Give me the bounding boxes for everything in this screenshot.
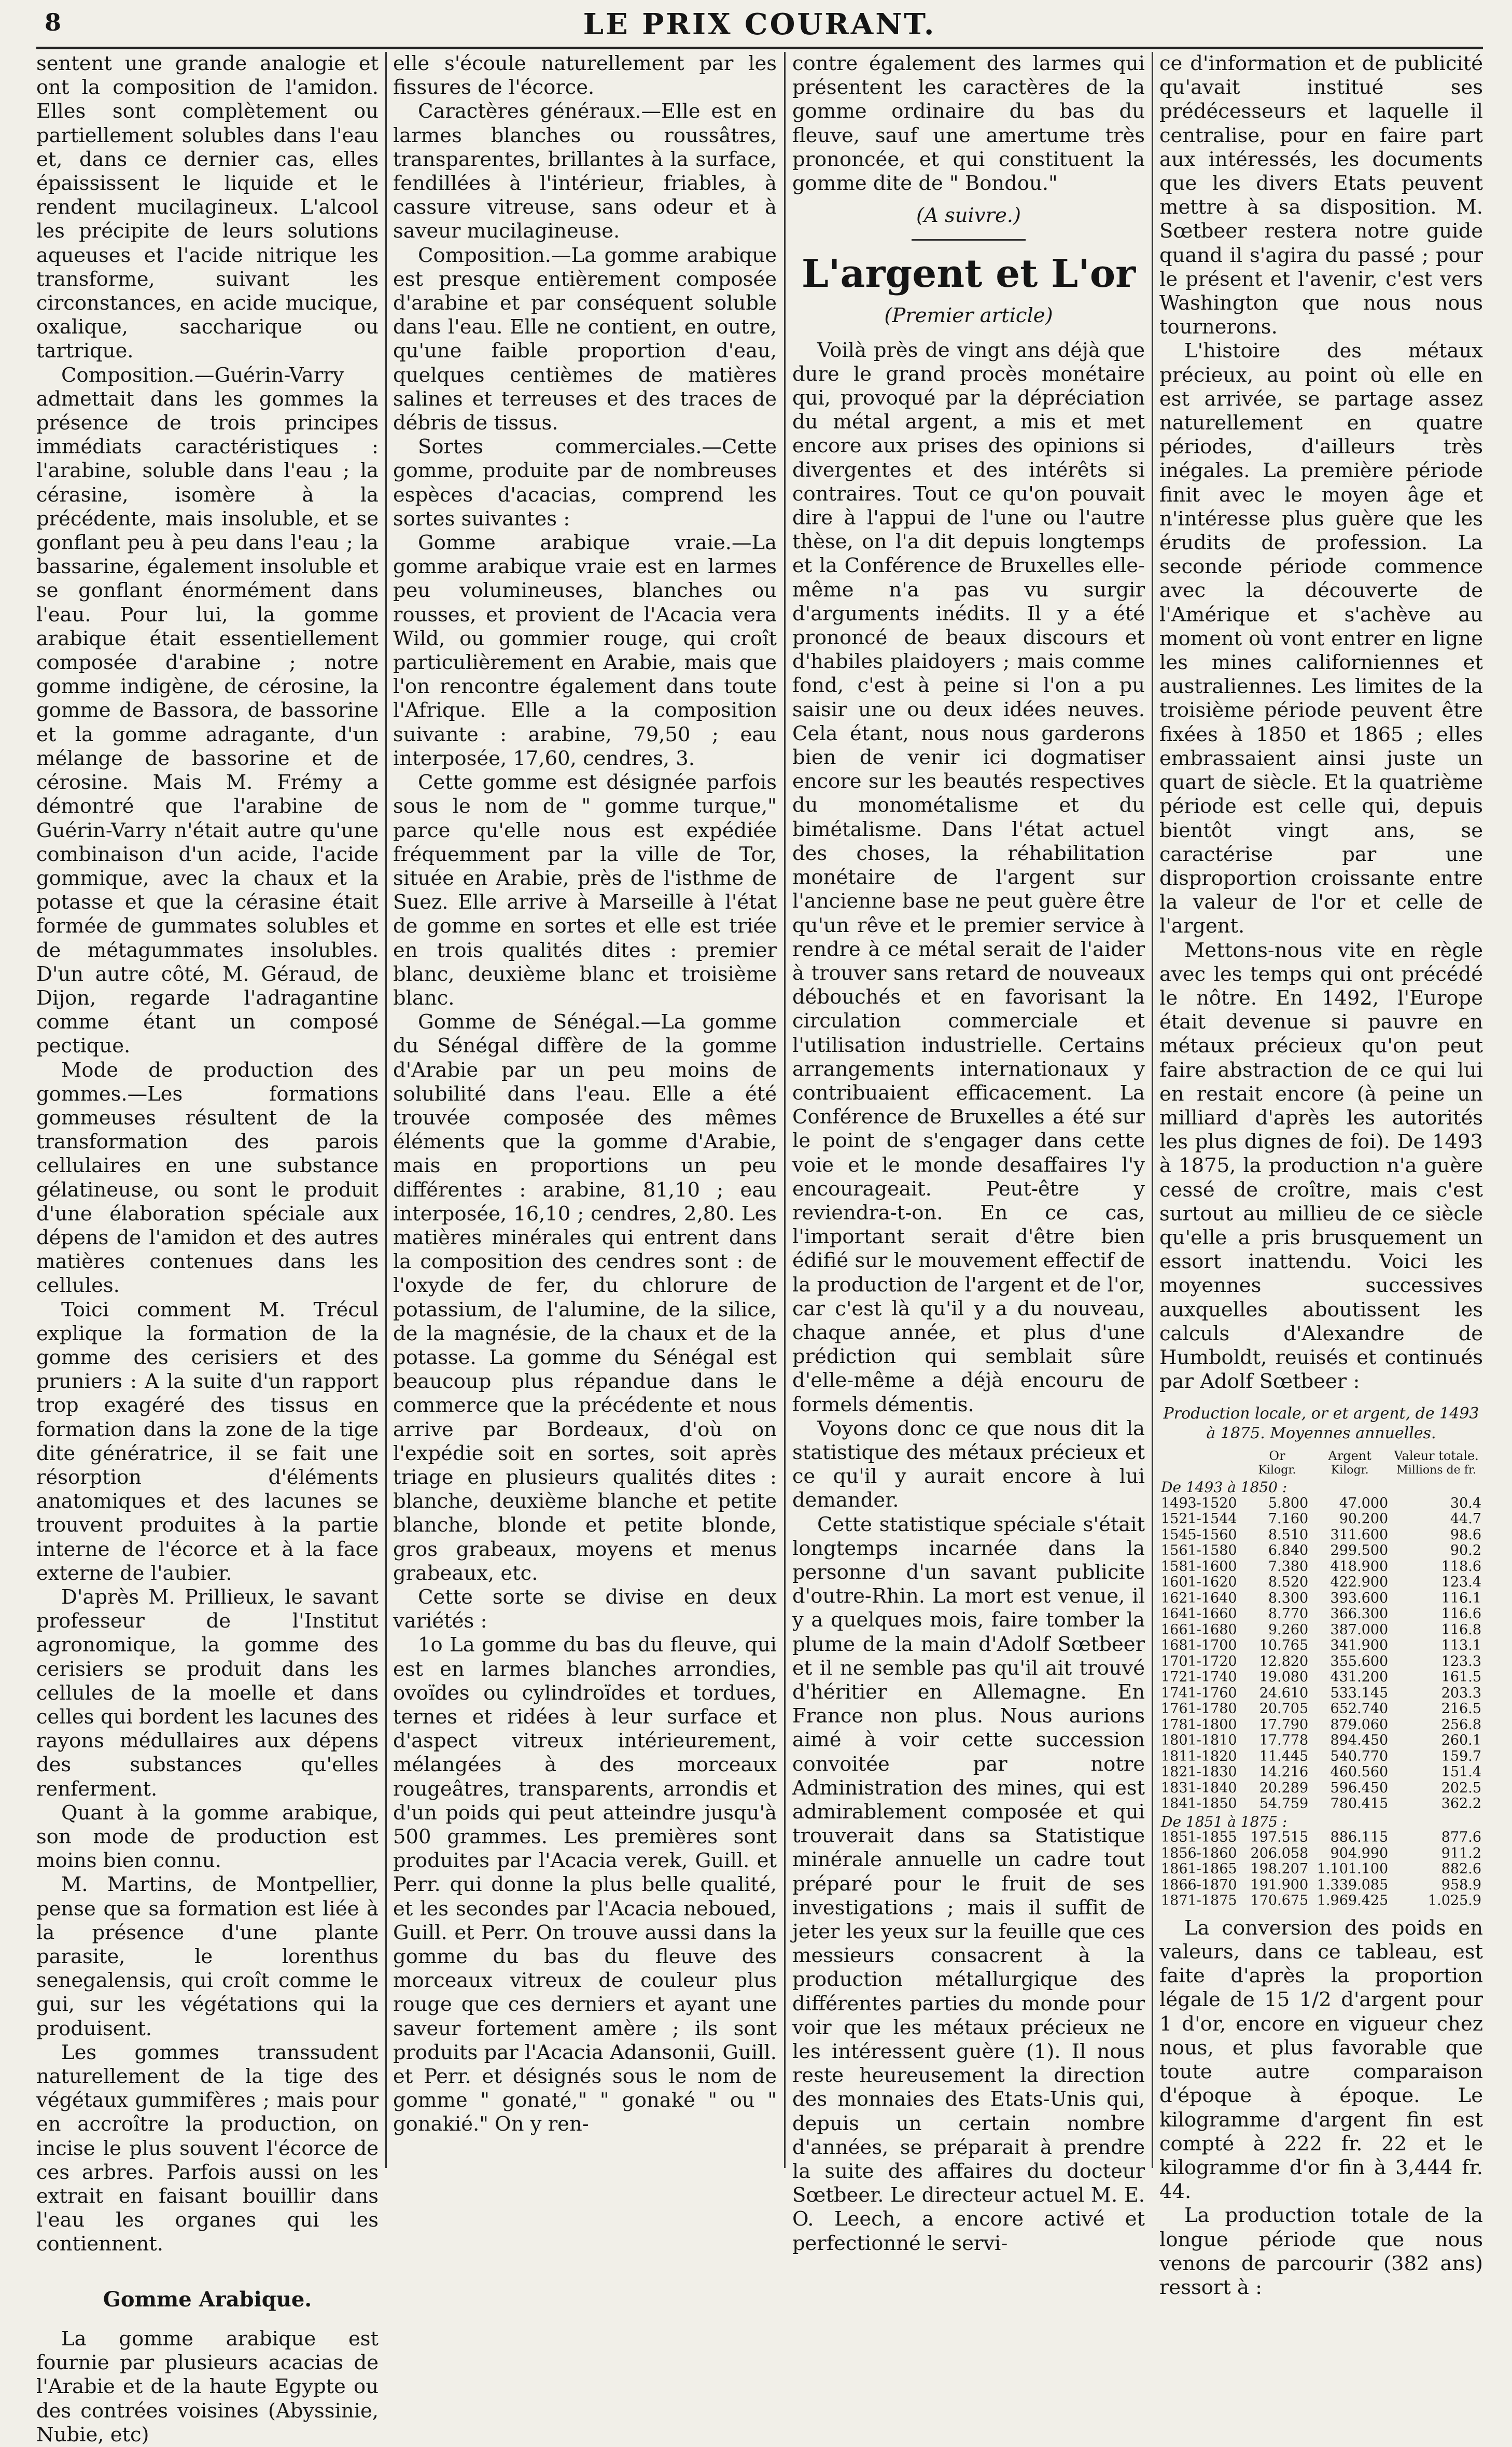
value-cell: 191.900 [1250,1876,1309,1893]
period-cell: 1761-1780 [1161,1701,1237,1717]
value-cell: 7.160 [1268,1511,1309,1527]
value-cell: 911.2 [1441,1845,1481,1861]
column-rule [1152,52,1153,2168]
divider [912,239,1026,241]
value-cell: 894.450 [1330,1732,1389,1749]
table-row [1159,1654,1483,1670]
value-cell: 161.5 [1441,1669,1481,1686]
value-cell: 123.3 [1441,1653,1481,1670]
period-cell: 1621-1640 [1161,1590,1237,1606]
value-cell: 116.6 [1441,1606,1481,1622]
paragraph: Cette statistique spéciale s'était longtemps incarnée dans la personne d'un savant publicite d'outre-Rhin. La mort est venue, il y a quelques mois, faire tomber la plume de la main d'Adolf Sœtbeer et il ne semble pas qu'il ait trouvé d'héritier en Allemagne. En France non plus. Nous aurions aimé à voir cette succession convoitée par notre Administration des mines, qui est admirablement composée et qui trouverait dans sa Statistique minérale annuelle un cadre tout préparé pour le fruit de ses investigations ; mais il suffit de jeter les yeux sur la feuille que ces messieurs consacrent à la production métallurgique des différentes parties du monde pour voir que les métaux précieux ne les intéressent guère (1). Il nous reste heureusement la direction des monnaies des Etats-Unis qui, depuis un certain nombre d'années, se préparait à prendre la suite des affaires du docteur Sœtbeer. Le directeur actuel M. E. O. Leech, a encore activé et perfectionné le servi- [792,1512,1145,2255]
paragraph: M. Martins, de Montpellier, pense que sa formation est liée à la présence d'une plante parasite, le lorenthus senegalensis, qui croît comme le gui, sur les végétations qui la produisent. [36,1873,379,2040]
table-row [1159,1830,1483,1846]
paragraph: La production totale de la longue période que nous venons de parcourir (382 ans) ressort à : [1159,2204,1483,2299]
value-cell: 159.7 [1441,1748,1481,1764]
value-cell: 17.790 [1259,1716,1309,1733]
value-cell: 116.8 [1441,1621,1481,1638]
table-row [1159,1575,1483,1591]
table-row [1159,1846,1483,1862]
value-cell: 6.840 [1268,1542,1309,1559]
paragraph: 1o La gomme du bas du fleuve, qui est en larmes blanches arrondies, ovoïdes ou cylindroïdes et tordues, ternes et ridées à leur surface et d'aspect vitreux intérieurement, mélangées à des morceaux rougeâtres, transparents, arrondis et d'un poids qui peut atteindre jusqu'à 500 grammes. Les premières sont produites par l'Acacia verek, Guill. et Perr. qui donne la plus belle qualité, et les secondes par l'Acacia neboued, Guill. et Perr. On trouve aussi dans la gomme du bas du fleuve des morceaux vitreux de couleur plus rouge que ces derniers et ayant une saveur fortement amère ; ils sont produits par l'Acacia Adansonii, Guill. et Perr. et désignés sous le nom de gomme " gonaté," " gonaké " ou " gonakié." On y ren- [393,1633,777,2136]
value-cell: 54.759 [1259,1796,1309,1812]
value-cell: 10.765 [1259,1637,1309,1654]
table-row [1159,1781,1483,1797]
table-row [1159,1496,1483,1512]
table-row [1159,1701,1483,1717]
article-subtitle: (Premier article) [884,304,1053,328]
paragraph: Mode de production des gommes.—Les formations gommeuses résultent de la transformation des parois cellulaires en une substance gélatineuse, ou sont le produit d'une élaboration spéciale aux dépens de l'amidon et des autres matières contenues dans les cellules. [36,1058,379,1298]
value-cell: 20.705 [1259,1701,1309,1717]
value-cell: 19.080 [1259,1669,1309,1686]
value-cell: 260.1 [1441,1732,1481,1749]
table-row [1159,1764,1483,1781]
article-columns [36,52,1483,2446]
value-cell: 8.520 [1268,1574,1309,1591]
value-cell: 355.600 [1330,1653,1389,1670]
article-title: L'argent et L'or [801,252,1136,297]
paragraph: D'après M. Prillieux, le savant professeur de l'Institut agronomique, la gomme des cerisiers se produit dans les cellules de la moelle et dans celles qui bordent les lacunes des rayons médullaires aux dépens des substances qu'elles renferment. [36,1586,379,1801]
table-row [1159,1559,1483,1575]
value-cell: 20.289 [1259,1779,1309,1796]
value-cell: 17.778 [1259,1732,1309,1749]
column-2 [393,52,777,2168]
period-cell: 1781-1800 [1161,1716,1237,1733]
value-cell: 203.3 [1441,1685,1481,1701]
paragraph: Cette sorte se divise en deux variétés : [393,1586,777,1633]
value-cell: 341.900 [1330,1637,1389,1654]
value-cell: 118.6 [1441,1558,1481,1575]
column-4 [1159,52,1483,2299]
value-cell: 652.740 [1330,1701,1389,1717]
page-number: 8 [45,8,62,36]
value-cell: 540.770 [1330,1748,1389,1764]
value-cell: 1.339.085 [1317,1876,1389,1893]
value-cell: 98.6 [1450,1526,1481,1543]
value-cell: 366.300 [1330,1606,1389,1622]
paragraph: Toici comment M. Trécul explique la formation de la gomme des cerisiers et des pruniers : A la suite d'un rapport trop exagéré des tissus en formation dans la zone de la tige dite génératrice, il se fait une résorption d'éléments anatomiques et des lacunes se trouvent produites à la partie interne de l'écorce et à la face externe de l'aubier. [36,1298,379,1585]
paragraph: Gomme de Sénégal.—La gomme du Sénégal diffère de la gomme d'Arabie par un peu moins de solubilité dans l'eau. Elle a été trouvée composée des mêmes éléments que la gomme d'Arabie, mais en proportions un peu différentes : arabine, 81,10 ; eau interposée, 16,10 ; cendres, 2,80. Les matières minérales qui entrent dans la composition des cendres sont : de l'oxyde de fer, du chlorure de potassium, de l'alumine, de la silice, de la magnésie, de la chaux et de la potasse. La gomme du Sénégal est beaucoup plus répandue dans le commerce que la précédente et nous arrive par Bordeaux, d'où on l'expédie soit en sortes, soit après triage en plusieurs qualités dites : blanche, deuxième blanche et petite blanche, blonde et petite blonde, gros grabeaux, moyens et menus grabeaux, etc. [393,1010,777,1585]
column-header [1159,1449,1244,1463]
paragraph: Les gommes transsudent naturellement de la tige des végétaux gummifères ; mais pour en accroître la production, on incise le plus souvent l'écorce de ces arbres. Parfois aussi on les extrait en faisant bouillir dans l'eau les organes qui les contiennent. [36,2040,379,2256]
period-cell: 1493-1520 [1161,1495,1237,1511]
value-cell: 14.216 [1259,1764,1309,1781]
value-cell: 202.5 [1441,1779,1481,1796]
table-row [1159,1511,1483,1527]
value-cell: 596.450 [1330,1779,1389,1796]
table-row [1159,1749,1483,1765]
unit-header: Millions de fr. [1396,1464,1476,1477]
value-cell: 882.6 [1441,1861,1481,1878]
period-cell: 1851-1855 [1161,1829,1237,1846]
table-row [1159,1717,1483,1733]
period-cell: 1601-1620 [1161,1574,1237,1591]
value-cell: 90.2 [1450,1542,1481,1559]
value-cell: 533.145 [1330,1685,1389,1701]
value-cell: 387.000 [1330,1621,1389,1638]
table-row [1159,1606,1483,1622]
table-group-row [1159,1812,1483,1830]
column-3 [792,52,1145,2255]
period-cell: 1811-1820 [1161,1748,1237,1764]
table-row [1159,1622,1483,1638]
paragraph: Gomme arabique vraie.—La gomme arabique vraie est en larmes peu volumineuses, blanches ou rousses, et provient de l'Acacia vera Wild, ou gommier rouge, qui croît particulièrement en Arabie, mais que l'on rencontre également dans toute l'Afrique. Elle a la composition suivante : arabine, 79,50 ; eau interposée, 17,60, cendres, 3. [393,531,777,770]
unit-header [1159,1463,1244,1478]
period-cell: 1581-1600 [1161,1558,1237,1575]
group-label: De 1493 à 1850 : [1161,1479,1287,1496]
period-cell: 1866-1870 [1161,1876,1237,1893]
period-cell: 1821-1830 [1161,1764,1237,1781]
paragraph: La conversion des poids en valeurs, dans ce tableau, est faite d'après la proportion légale de 15 1/2 d'argent pour 1 d'or, encore en vigueur chez nous, et plus favorable que toute autre comparaison d'époque à époque. Le kilogramme d'argent fin est compté à 222 fr. 22 et le kilogramme d'or fin à 3,444 fr. 44. [1159,1916,1483,2204]
table-unit-row [1159,1463,1483,1478]
paragraph: Quant à la gomme arabique, son mode de production est moins bien connu. [36,1801,379,1873]
period-cell: 1561-1580 [1161,1542,1237,1559]
value-cell: 393.600 [1330,1590,1389,1606]
table-row [1159,1878,1483,1894]
value-cell: 198.207 [1250,1861,1309,1878]
value-cell: 9.260 [1268,1621,1309,1638]
value-cell: 460.560 [1330,1764,1389,1781]
column-rule [385,52,387,2168]
value-cell: 8.300 [1268,1590,1309,1606]
table-group-row [1159,1478,1483,1496]
value-cell: 24.610 [1259,1685,1309,1701]
period-cell: 1871-1875 [1161,1893,1237,1909]
value-cell: 30.4 [1450,1495,1481,1511]
paragraph: Voyons donc ce que nous dit la statistique des métaux précieux et ce qu'il y aurait encore à lui demander. [792,1416,1145,1512]
value-cell: 877.6 [1441,1829,1481,1846]
table-row [1159,1527,1483,1544]
paragraph: Composition.—La gomme arabique est presque entièrement composée d'arabine et par conséquent soluble dans l'eau. Elle ne contient, en outre, qu'une faible proportion d'eau, quelques centièmes de matières salines et terreuses et des traces de débris de tissus. [393,243,777,435]
continued-note: (A suivre.) [916,204,1021,228]
table-row [1159,1543,1483,1559]
newspaper-masthead: LE PRIX COURANT. [583,7,936,41]
value-cell: 879.060 [1330,1716,1389,1733]
paragraph: ce d'information et de publicité qu'avait institué ses prédécesseurs et laquelle il centralise, pour en faire part aux intéressés, les documents que les divers Etats peuvent mettre à sa disposition. M. Sœtbeer restera notre guide quand il s'agira du passé ; pour le présent et l'avenir, c'est vers Washington que nous nous tournerons. [1159,52,1483,339]
table-row [1159,1591,1483,1607]
paragraph: Caractères généraux.—Elle est en larmes blanches ou roussâtres, transparentes, brillantes à la surface, fendillées à l'intérieur, friables, à cassure vitreuse, sans odeur et à saveur mucilagineuse. [393,100,777,243]
column-rule [784,52,786,2168]
value-cell: 5.800 [1268,1495,1309,1511]
paragraph: Mettons-nous vite en règle avec les temps qui ont précédé le nôtre. En 1492, l'Europe était devenue si pauvre en métaux précieux qu'on peut faire abstraction de ce qui lui en restait encore (à peine un milliard d'après les autorités les plus dignes de foi). De 1493 à 1875, la production n'a guère cessé de croître, mais c'est surtout au millieu de ce siècle qu'elle a pris brusquement un essort inattendu. Voici les moyennes successives auxquelles aboutissent les calculs d'Alexandre de Humboldt, reuisés et continués par Adolf Sœtbeer : [1159,938,1483,1394]
paragraph: La gomme arabique est fournie par plusieurs acacias de l'Arabie et de la haute Egypte ou des contrées voisines (Abyssinie, Nubie, etc) [36,2327,379,2446]
period-cell: 1741-1760 [1161,1685,1237,1701]
value-cell: 1.969.425 [1317,1893,1389,1909]
table-row [1159,1733,1483,1749]
paragraph: Voilà près de vingt ans déjà que dure le grand procès monétaire qui, provoqué par la dépréciation du métal argent, a mis et met encore aux prises des opinions si divergentes et des intérêts si contraires. Tout ce qu'on pouvait dire à l'appui de l'une ou l'autre thèse, on l'a dit depuis longtemps et la Conférence de Bruxelles elle-même n'a pas vu surgir d'arguments inédits. Il y a été prononcé de beaux discours et d'habiles plaidoyers ; mais comme fond, c'est à peine si l'on a pu saisir une ou deux idées neuves. Cela étant, nous nous garderons bien de venir ici dogmatiser encore sur les beautés respectives du monométalisme et du bimétalisme. Dans l'état actuel des choses, la réhabilitation monétaire de l'argent sur l'ancienne base ne peut guère être qu'un rêve et le premier service à rendre à ce métal serait de l'aider à trouver sans retard de nouveaux débouchés et en favorisant la circulation commerciale et l'utilisation industrielle. Certains arrangements internationaux y contribuaient efficacement. La Conférence de Bruxelles a été sur le point de s'engager dans cette voie et le monde desaffaires l'y encourageait. Peut-être y reviendra-t-on. En ce cas, l'important serait d'être bien édifié sur le mouvement effectif de la production de l'argent et de l'or, car c'est là qu'il y a du nouveau, chaque année, et plus d'une prédiction qui semblait sûre d'elle-même a déjà encouru de formels démentis. [792,338,1145,1416]
period-cell: 1641-1660 [1161,1606,1237,1622]
column-header: Valeur totale. [1394,1449,1479,1464]
value-cell: 8.770 [1268,1606,1309,1622]
value-cell: 418.900 [1330,1558,1389,1575]
value-cell: 958.9 [1441,1876,1481,1893]
period-cell: 1856-1860 [1161,1845,1237,1861]
column-header: Or [1269,1449,1285,1464]
paragraph: L'histoire des métaux précieux, au point où elle en est arrivée, se partage assez naturellement en quatre périodes, d'ailleurs très inégales. La première période finit avec le moyen âge et n'intéresse plus guère que les érudits de profession. La seconde période commence avec la découverte de l'Amérique et s'achève au moment où vont entrer en ligne les mines californiennes et australiennes. Les limites de la troisième période peuvent être fixées à 1850 et 1865 ; elles embrassaient ainsi juste un quart de siècle. Et la quatrième période est celle qui, depuis bientôt vingt ans, se caractérise par une disproportion croissante entre la valeur de l'or et celle de l'argent. [1159,339,1483,938]
paragraph: Sortes commerciales.—Cette gomme, produite par de nombreuses espèces d'acacias, comprend les sortes suivantes : [393,435,777,531]
period-cell: 1681-1700 [1161,1637,1237,1654]
column-header: Argent [1328,1449,1371,1464]
value-cell: 151.4 [1441,1764,1481,1781]
value-cell: 47.000 [1339,1495,1389,1511]
value-cell: 197.515 [1250,1829,1309,1846]
period-cell: 1841-1850 [1161,1796,1237,1812]
value-cell: 780.415 [1330,1796,1389,1812]
value-cell: 431.200 [1330,1669,1389,1686]
table-row [1159,1670,1483,1686]
group-label: De 1851 à 1875 : [1161,1813,1287,1830]
value-cell: 256.8 [1441,1716,1481,1733]
value-cell: 12.820 [1259,1653,1309,1670]
period-cell: 1521-1544 [1161,1511,1237,1527]
section-heading-gomme-arabique: Gomme Arabique. [103,2287,312,2312]
value-cell: 1.025.9 [1427,1893,1481,1909]
value-cell: 206.058 [1250,1845,1309,1861]
value-cell: 904.990 [1330,1845,1389,1861]
value-cell: 170.675 [1250,1893,1309,1909]
paragraph: elle s'écoule naturellement par les fissures de l'écorce. [393,52,777,100]
value-cell: 299.500 [1330,1542,1389,1559]
column-1 [36,52,379,2446]
paragraph: sentent une grande analogie et ont la composition de l'amidon. Elles sont complètement ou partiellement solubles dans l'eau et, dans ce dernier cas, elles épaississent le liquide et le rendent mucilagineux. L'alcool les précipite de leurs solutions aqueuses et l'acide nitrique les transforme, suivant les circonstances, en acide mucique, oxalique, saccharique ou tartrique. [36,52,379,363]
value-cell: 311.600 [1330,1526,1389,1543]
value-cell: 116.1 [1441,1590,1481,1606]
table-header-row [1159,1449,1483,1463]
period-cell: 1661-1680 [1161,1621,1237,1638]
production-table [1159,1449,1483,1909]
value-cell: 7.380 [1268,1558,1309,1575]
value-cell: 422.900 [1330,1574,1389,1591]
value-cell: 44.7 [1450,1511,1481,1527]
value-cell: 886.115 [1330,1829,1389,1846]
period-cell: 1721-1740 [1161,1669,1237,1686]
unit-header: Kilogr. [1331,1464,1369,1477]
value-cell: 11.445 [1259,1748,1309,1764]
table-row [1159,1796,1483,1812]
value-cell: 362.2 [1441,1796,1481,1812]
period-cell: 1701-1720 [1161,1653,1237,1670]
value-cell: 8.510 [1268,1526,1309,1543]
period-cell: 1831-1840 [1161,1779,1237,1796]
value-cell: 1.101.100 [1317,1861,1389,1878]
table-row [1159,1893,1483,1909]
paragraph: Cette gomme est désignée parfois sous le nom de " gomme turque," parce qu'elle nous est expédiée fréquemment par la ville de Tor, située en Arabie, près de l'isthme de Suez. Elle arrive à Marseille à l'état de gomme en sortes et elle est triée en trois qualités dites : premier blanc, deuxième blanc et troisième blanc. [393,771,777,1010]
table-row [1159,1686,1483,1702]
period-cell: 1545-1560 [1161,1526,1237,1543]
paragraph: contre également des larmes qui présentent les caractères de la gomme ordinaire du bas du fleuve, sauf une amertume très prononcée, et qui constituent la gomme dite de " Bondou." [792,52,1145,196]
value-cell: 216.5 [1441,1701,1481,1717]
unit-header: Kilogr. [1258,1464,1296,1477]
value-cell: 123.4 [1441,1574,1481,1591]
table-title: Production locale, or et argent, de 1493 à 1875. Moyennes annuelles. [1163,1405,1479,1443]
page-header [36,4,1483,49]
paragraph: Composition.—Guérin-Varry admettait dans les gommes la présence de trois principes immédiats caractéristiques : l'arabine, soluble dans l'eau ; la cérasine, isomère à la précédente, mais insoluble, et se gonflant peu à peu dans l'eau ; la bassarine, également insoluble et se gonflant énormément dans l'eau. Pour lui, la gomme arabique était essentiellement composée d'arabine ; notre gomme indigène, de cérosine, la gomme de Bassora, de bassorine et la gomme adragante, d'un mélange de bassorine et de cérosine. Mais M. Frémy a démontré que l'arabine de Guérin-Varry n'était autre qu'une combinaison d'un acide, l'acide gommique, avec la chaux et la potasse et que la cérasine était formée de gummates solubles et de métagummates insolubles. D'un autre côté, M. Géraud, de Dijon, regarde l'adragantine comme étant un composé pectique. [36,363,379,1058]
period-cell: 1861-1865 [1161,1861,1237,1878]
period-cell: 1801-1810 [1161,1732,1237,1749]
value-cell: 90.200 [1339,1511,1389,1527]
table-row [1159,1861,1483,1878]
table-row [1159,1638,1483,1654]
value-cell: 113.1 [1441,1637,1481,1654]
